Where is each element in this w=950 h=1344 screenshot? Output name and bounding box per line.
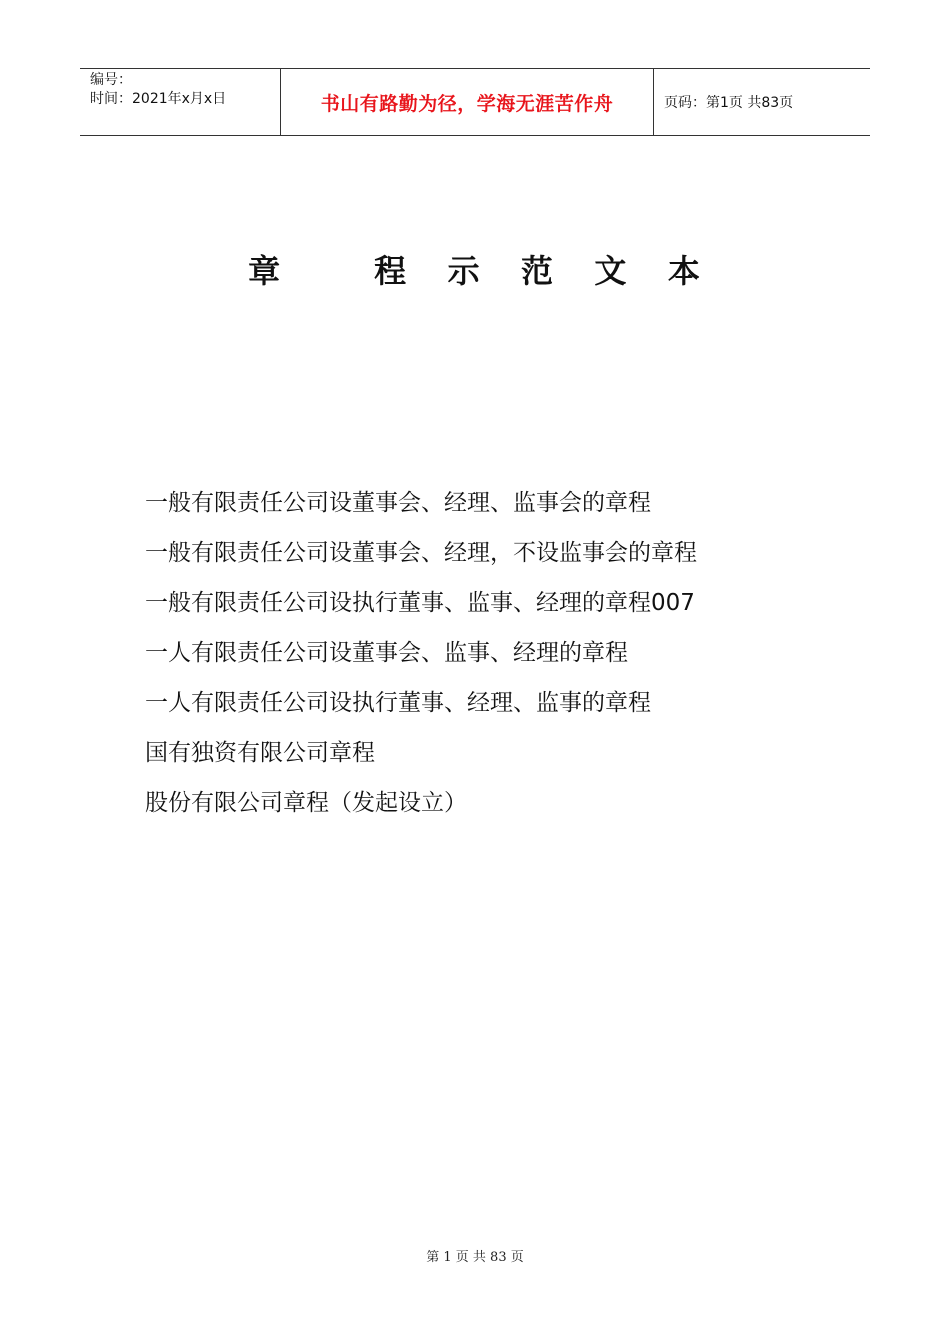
toc-list [145, 478, 697, 828]
toc-item: 一般有限责任公司设董事会、经理、监事会的章程 [145, 490, 651, 516]
toc-item: 股份有限公司章程（发起设立） [145, 790, 467, 816]
header-motto: 书山有路勤为径，学海无涯苦作舟 [281, 69, 654, 135]
toc-item: 一般有限责任公司设董事会、经理，不设监事会的章程 [145, 540, 697, 566]
date-label: 时间：2021年x月x日 [90, 91, 227, 107]
header-meta-cell [80, 69, 281, 135]
page-header [80, 68, 870, 136]
page-footer: 第 1 页 共 83 页 [426, 1250, 524, 1265]
number-label: 编号： [90, 72, 132, 88]
document-title: 章 程 示 范 文 本 [248, 252, 702, 290]
toc-item: 一人有限责任公司设执行董事、经理、监事的章程 [145, 690, 651, 716]
toc-item: 国有独资有限公司章程 [145, 740, 375, 766]
toc-item: 一般有限责任公司设执行董事、监事、经理的章程007 [145, 590, 695, 616]
header-page-info: 页码：第1页 共83页 [664, 95, 794, 111]
toc-item: 一人有限责任公司设董事会、监事、经理的章程 [145, 640, 628, 666]
